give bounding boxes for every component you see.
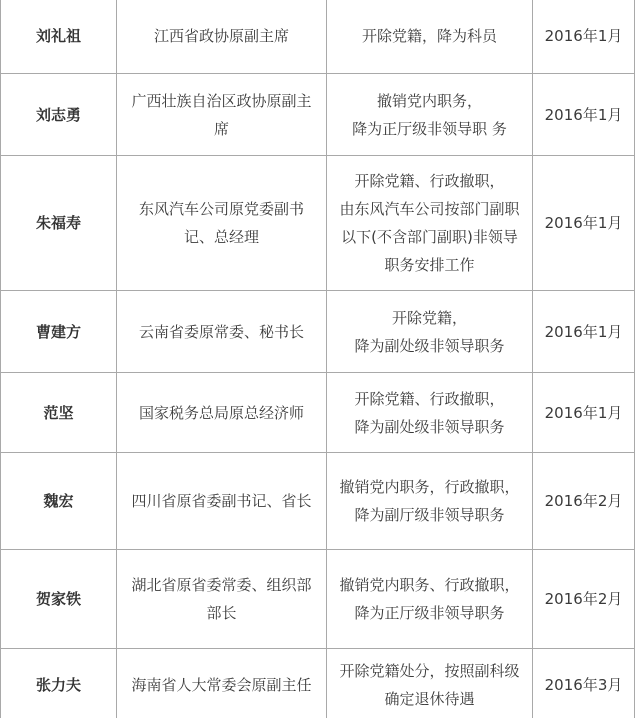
official-name: 曹建方 [1, 291, 117, 373]
date-cell: 2016年1月 [533, 156, 635, 291]
official-post: 湖北省原省委常委、组织部部长 [117, 550, 327, 649]
penalty-cell [327, 156, 533, 291]
table-row [1, 74, 635, 156]
date-cell: 2016年1月 [533, 291, 635, 373]
official-name: 张力夫 [1, 649, 117, 718]
date-cell: 2016年1月 [533, 0, 635, 74]
penalty-text: 撤销党内职务、行政撤职，降为正厅级非领导职务 [339, 576, 520, 622]
official-post: 广西壮族自治区政协原副主席 [117, 74, 327, 156]
official-name: 魏宏 [1, 453, 117, 550]
table-row [1, 373, 635, 453]
table-row [1, 649, 635, 718]
date-cell: 2016年1月 [533, 373, 635, 453]
penalty-cell [327, 373, 533, 453]
official-post: 江西省政协原副主席 [117, 0, 327, 74]
official-name: 朱福寿 [1, 156, 117, 291]
penalty-text: 开除党籍、行政撤职， [354, 172, 505, 190]
table-row [1, 0, 635, 74]
penalty-text: 由东风汽车公司按部门副职以下(不含部门副职)非领导职务安排工作 [339, 200, 520, 274]
penalty-cell [327, 550, 533, 649]
date-cell: 2016年2月 [533, 550, 635, 649]
official-name: 贺家铁 [1, 550, 117, 649]
penalty-text: 降为副处级非领导职务 [354, 417, 505, 436]
penalty-cell [327, 0, 533, 74]
official-post: 海南省人大常委会原副主任 [117, 649, 327, 718]
penalty-cell [327, 649, 533, 718]
penalty-text: 撤销党内职务， [376, 91, 482, 110]
penalty-text: 开除党籍，降为科员 [361, 26, 497, 45]
penalty-text: 开除党籍， [391, 308, 467, 327]
official-name: 刘礼祖 [1, 0, 117, 74]
penalty-text: 降为正厅级非领导职 务 [352, 119, 507, 138]
official-post: 东风汽车公司原党委副书记、总经理 [117, 156, 327, 291]
official-post: 国家税务总局原总经济师 [117, 373, 327, 453]
table-row [1, 453, 635, 550]
table-row [1, 156, 635, 291]
date-cell: 2016年3月 [533, 649, 635, 718]
penalty-text: 撤销党内职务，行政撤职，降为副厅级非领导职务 [339, 478, 520, 524]
penalty-cell [327, 453, 533, 550]
table-row [1, 291, 635, 373]
official-name: 范坚 [1, 373, 117, 453]
penalty-text: 开除党籍、行政撤职， [354, 389, 505, 408]
official-post: 四川省原省委副书记、省长 [117, 453, 327, 550]
date-cell: 2016年2月 [533, 453, 635, 550]
table-row [1, 550, 635, 649]
official-name: 刘志勇 [1, 74, 117, 156]
official-post: 云南省委原常委、秘书长 [117, 291, 327, 373]
penalty-text: 降为副处级非领导职务 [354, 336, 505, 355]
penalty-cell [327, 291, 533, 373]
date-cell: 2016年1月 [533, 74, 635, 156]
penalty-cell [327, 74, 533, 156]
penalty-text: 开除党籍处分，按照副科级确定退休待遇 [339, 661, 520, 708]
